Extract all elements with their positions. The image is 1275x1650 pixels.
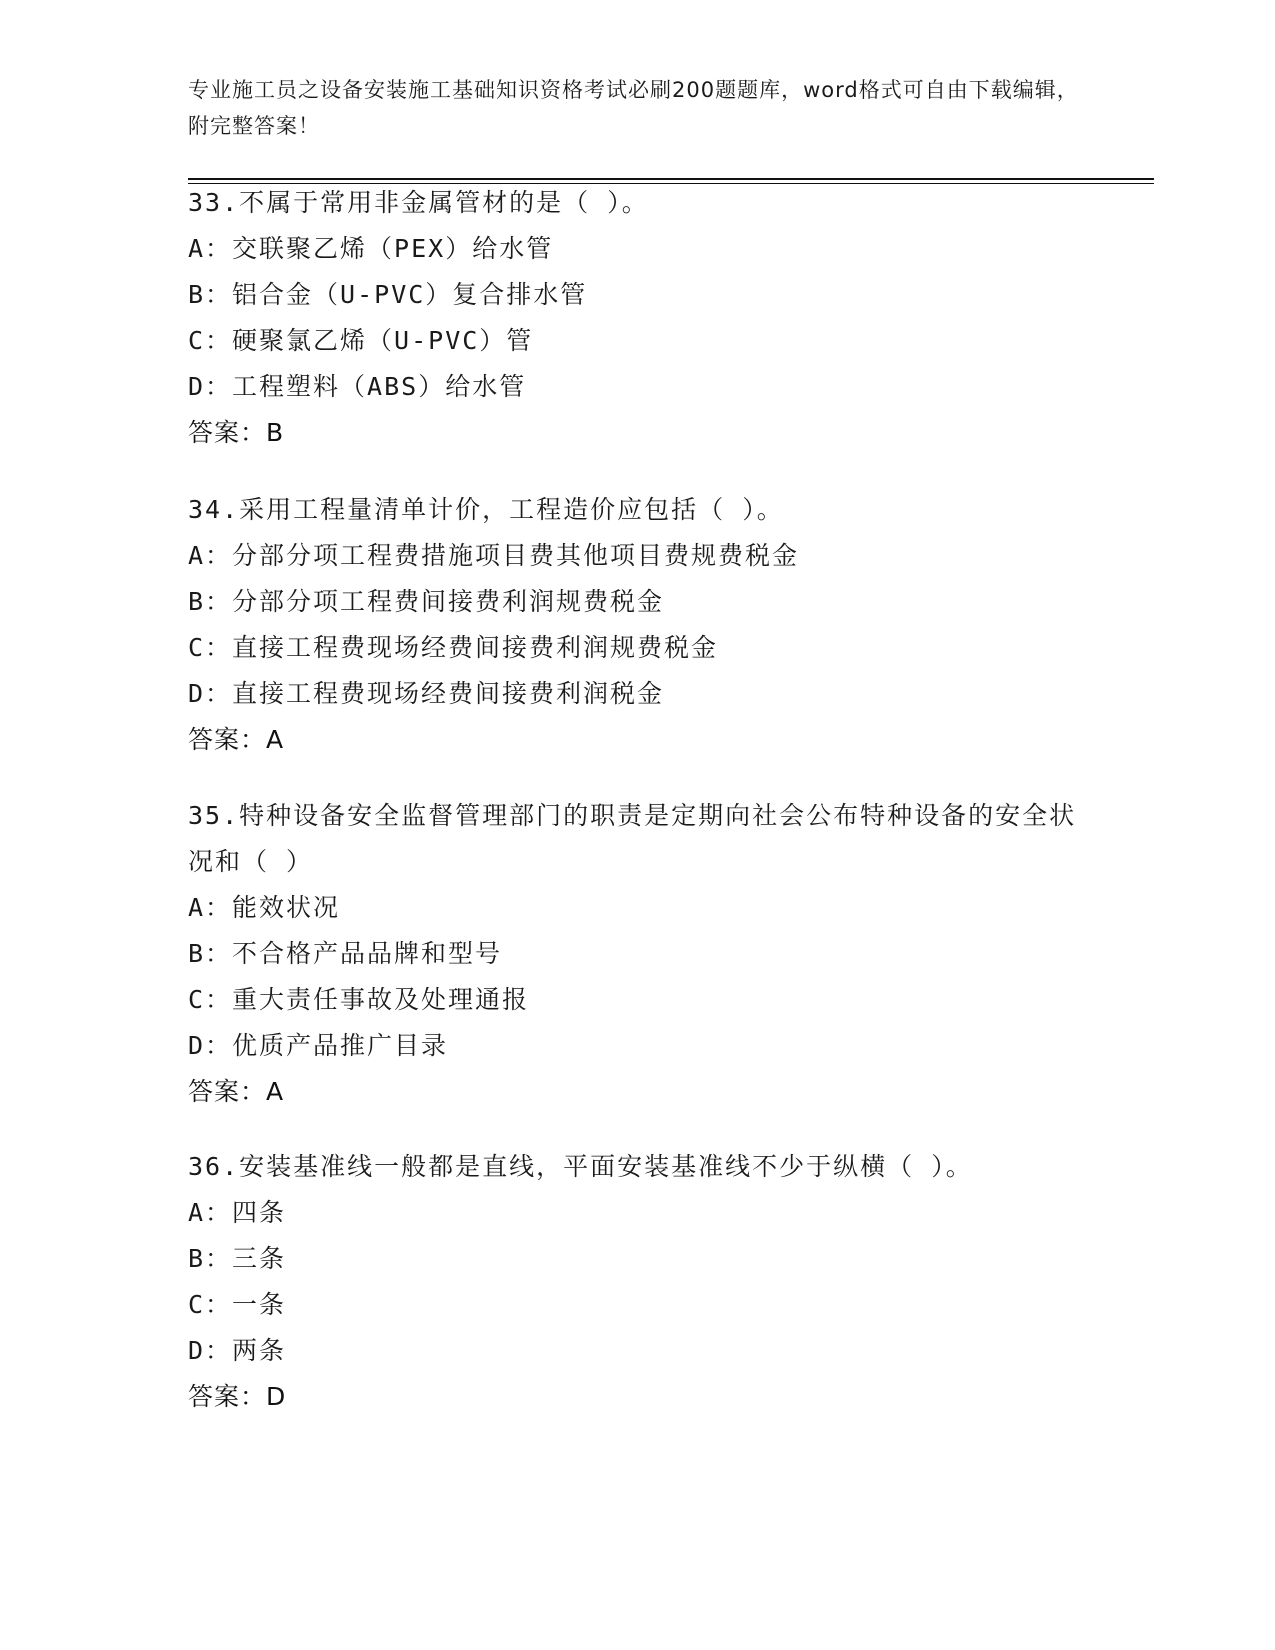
option-a: A：交联聚乙烯（PEX）给水管 (188, 234, 554, 263)
option-b: B：不合格产品品牌和型号 (188, 939, 503, 968)
option-c: C：一条 (188, 1290, 287, 1319)
question-stem: 35.特种设备安全监督管理部门的职责是定期向社会公布特种设备的安全状况和（ ） (188, 801, 1077, 876)
answer-label: 答案：D (188, 1382, 287, 1411)
answer-label: 答案：B (188, 418, 285, 447)
question-34 (188, 487, 1088, 763)
option-d: D：工程塑料（ABS）给水管 (188, 372, 527, 401)
option-c: C：硬聚氯乙烯（U-PVC）管 (188, 326, 534, 355)
question-stem: 33.不属于常用非金属管材的是（ ）。 (188, 188, 649, 217)
option-a: A：四条 (188, 1198, 287, 1227)
question-stem: 34.采用工程量清单计价，工程造价应包括（ ）。 (188, 495, 784, 524)
option-a: A：分部分项工程费措施项目费其他项目费规费税金 (188, 541, 800, 570)
option-d: D：两条 (188, 1336, 287, 1365)
option-d: D：优质产品推广目录 (188, 1031, 449, 1060)
option-c: C：直接工程费现场经费间接费利润规费税金 (188, 633, 719, 662)
option-b: B：分部分项工程费间接费利润规费税金 (188, 587, 665, 616)
answer-label: 答案：A (188, 1077, 285, 1106)
question-35 (188, 793, 1088, 1115)
question-stem: 36.安装基准线一般都是直线，平面安装基准线不少于纵横（ ）。 (188, 1152, 973, 1181)
answer-label: 答案：A (188, 725, 285, 754)
option-d: D：直接工程费现场经费间接费利润税金 (188, 679, 665, 708)
option-a: A：能效状况 (188, 893, 341, 922)
document-header: 专业施工员之设备安装施工基础知识资格考试必刷200题题库，word格式可自由下载编辑，附完整答案！ (188, 78, 1079, 138)
option-c: C：重大责任事故及处理通报 (188, 985, 530, 1014)
question-33 (188, 180, 1088, 456)
option-b: B：三条 (188, 1244, 287, 1273)
question-36 (188, 1144, 1088, 1420)
option-b: B：铝合金（U-PVC）复合排水管 (188, 280, 588, 309)
